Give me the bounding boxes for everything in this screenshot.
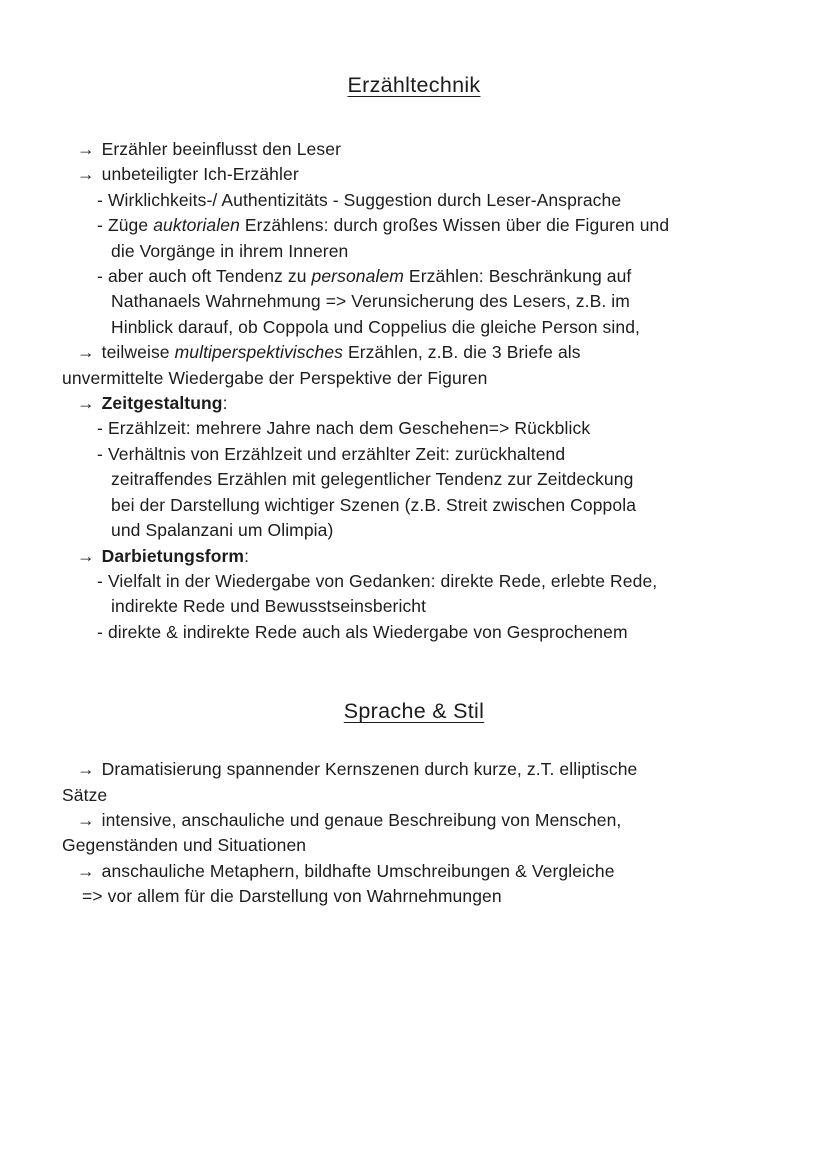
text-line bbox=[0, 315, 828, 340]
arrow-bullet-icon: → bbox=[77, 342, 95, 363]
text-segment: => vor allem für die Darstellung von Wahrnehmungen bbox=[82, 886, 502, 907]
text-segment: Erzählens: durch großes Wissen über die Figuren und bbox=[239, 215, 670, 236]
text-line bbox=[0, 137, 828, 162]
arrow-bullet-icon: → bbox=[77, 139, 95, 159]
section-sprache-stil bbox=[0, 697, 828, 909]
text-segment: Darbietungsform bbox=[101, 545, 245, 566]
text-segment: Dramatisierung spannender Kernszenen durch kurze, z.T. elliptische bbox=[101, 759, 638, 780]
text-segment: Wirklichkeits-/ Authentizitäts - Suggestion durch Leser-Ansprache bbox=[107, 189, 622, 210]
text-segment: zeitraffendes Erzählen mit gelegentlicher Tendenz zur Zeitdeckung bbox=[111, 469, 634, 490]
dash-bullet-icon: - bbox=[97, 443, 103, 464]
text-segment: aber auch oft Tendenz zu bbox=[107, 266, 312, 287]
text-segment: Sätze bbox=[62, 784, 108, 805]
section-title-erzaehltechnik: Erzähltechnik bbox=[347, 73, 481, 97]
text-segment: indirekte Rede und Bewusstseinsbericht bbox=[111, 596, 427, 617]
section-body bbox=[0, 137, 828, 645]
dash-bullet-icon: - bbox=[97, 418, 103, 439]
text-line bbox=[0, 467, 828, 492]
text-segment: auktorialen bbox=[153, 215, 240, 236]
text-segment: : bbox=[244, 545, 250, 566]
text-line bbox=[0, 366, 828, 391]
text-line bbox=[0, 162, 828, 187]
text-line bbox=[0, 518, 828, 543]
text-segment: Zeitgestaltung bbox=[101, 393, 223, 414]
text-line bbox=[0, 213, 828, 238]
text-segment: : bbox=[222, 393, 228, 414]
arrow-bullet-icon: → bbox=[77, 545, 95, 566]
text-line bbox=[0, 264, 828, 289]
text-segment: und Spalanzani um Olimpia) bbox=[111, 520, 334, 541]
text-line bbox=[0, 391, 828, 416]
arrow-bullet-icon: → bbox=[77, 860, 95, 881]
dash-bullet-icon: - bbox=[97, 189, 103, 210]
dash-bullet-icon: - bbox=[97, 570, 103, 591]
text-segment: personalem bbox=[311, 266, 404, 287]
text-segment: Erzählen, z.B. die 3 Briefe als bbox=[343, 342, 581, 363]
text-line bbox=[0, 808, 828, 833]
text-segment: Vielfalt in der Wiedergabe von Gedanken: direkte Rede, erlebte Rede, bbox=[107, 570, 658, 591]
text-segment: die Vorgänge in ihrem Inneren bbox=[111, 240, 349, 261]
text-line bbox=[0, 416, 828, 441]
text-line bbox=[0, 859, 828, 884]
arrow-bullet-icon: → bbox=[77, 393, 95, 414]
text-line bbox=[0, 493, 828, 518]
arrow-bullet-icon: → bbox=[77, 759, 95, 780]
dash-bullet-icon: - bbox=[97, 215, 103, 236]
text-line bbox=[0, 544, 828, 569]
text-line bbox=[0, 620, 828, 645]
dash-bullet-icon: - bbox=[97, 621, 103, 642]
arrow-bullet-icon: → bbox=[77, 164, 95, 185]
text-segment: teilweise bbox=[101, 342, 175, 363]
text-segment: Nathanaels Wahrnehmung => Verunsicherung des Lesers, z.B. im bbox=[111, 291, 630, 312]
text-segment: unvermittelte Wiedergabe der Perspektive der Figuren bbox=[62, 367, 488, 388]
text-segment: Hinblick darauf, ob Coppola und Coppelius die gleiche Person sind, bbox=[111, 316, 641, 337]
text-line bbox=[0, 289, 828, 314]
text-line bbox=[0, 757, 828, 782]
text-line bbox=[0, 594, 828, 619]
text-segment: Erzählen: Beschränkung auf bbox=[403, 266, 632, 287]
text-segment: Erzählzeit: mehrere Jahre nach dem Geschehen=> Rückblick bbox=[107, 418, 591, 439]
section-body bbox=[0, 757, 828, 909]
text-line bbox=[0, 239, 828, 264]
text-segment: Erzähler beeinflusst den Leser bbox=[101, 139, 341, 159]
text-segment: unbeteiligter Ich-Erzähler bbox=[101, 164, 299, 185]
text-segment: Gegenständen und Situationen bbox=[62, 835, 307, 856]
text-line bbox=[0, 884, 828, 909]
text-segment: bei der Darstellung wichtiger Szenen (z.B. Streit zwischen Coppola bbox=[111, 494, 637, 515]
text-line bbox=[0, 442, 828, 467]
text-segment: Verhältnis von Erzählzeit und erzählter Zeit: zurückhaltend bbox=[107, 443, 566, 464]
text-segment: intensive, anschauliche und genaue Beschreibung von Menschen, bbox=[101, 809, 622, 830]
text-segment: Züge bbox=[107, 215, 154, 236]
section-title-sprache-stil: Sprache & Stil bbox=[343, 699, 485, 724]
text-line bbox=[0, 783, 828, 808]
text-segment: anschauliche Metaphern, bildhafte Umschreibungen & Vergleiche bbox=[101, 860, 615, 881]
text-line bbox=[0, 188, 828, 213]
arrow-bullet-icon: → bbox=[77, 809, 95, 830]
text-segment: direkte & indirekte Rede auch als Wiedergabe von Gesprochenem bbox=[107, 621, 628, 642]
text-line bbox=[0, 833, 828, 858]
dash-bullet-icon: - bbox=[97, 266, 103, 287]
text-line bbox=[0, 569, 828, 594]
text-line bbox=[0, 340, 828, 365]
text-segment: multiperspektivisches bbox=[174, 342, 344, 363]
